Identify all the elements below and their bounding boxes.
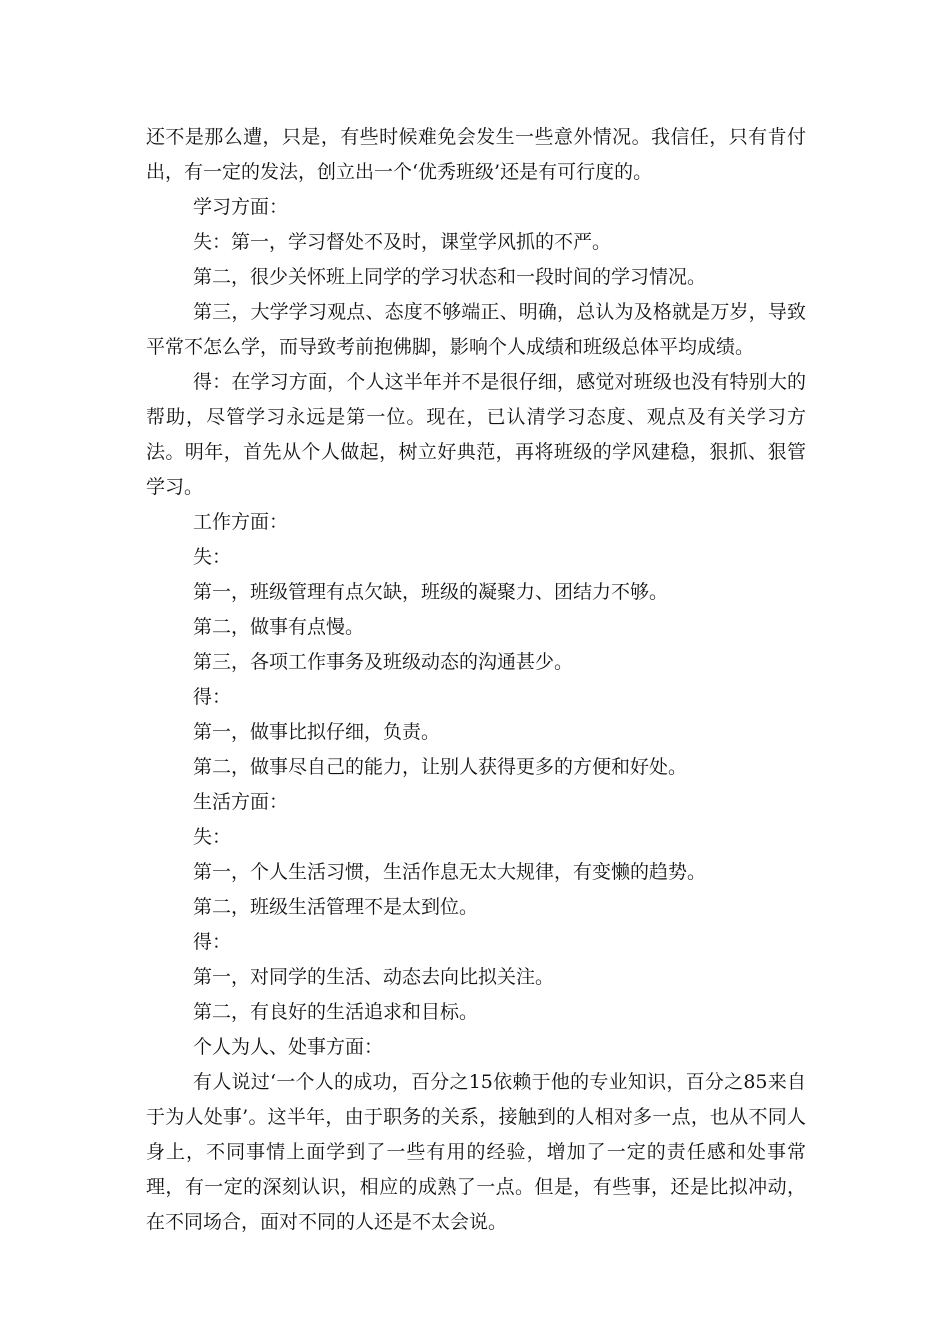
heading-work: 工作方面： [193,511,289,533]
paragraph-conduct: 有人说过‘一个人的成功，百分之15依赖于他的专业知识，百分之85来自于为人处事’。这半年，由于职务的关系，接触到的人相对多一点，也从不同人身上，不同事情上面学到了一些有用的经验，增加了一定的责任感和处事常理，有一定的深刻认识，相应的成熟了一点。但是，有些事，还是比拟冲动，在不同场合，面对不同的人还是不太会说。 [146,1071,806,1233]
paragraph-life-gain-2: 第二，有良好的生活追求和目标。 [193,1001,479,1023]
paragraph-work-loss-2: 第二，做事有点慢。 [193,616,365,638]
label-life-loss: 失： [193,826,232,848]
paragraph-life-loss-1: 第一，个人生活习惯，生活作息无太大规律，有变懒的趋势。 [193,861,707,883]
paragraph-intro-continuation: 还不是那么遭，只是，有些时候难免会发生一些意外情况。我信任，只有肯付出，有一定的发法，创立出一个‘优秀班级’还是有可行度的。 [146,126,806,183]
label-work-gain: 得： [193,686,232,708]
document-body [146,120,806,1240]
paragraph-work-loss-1: 第一，班级管理有点欠缺，班级的凝聚力、团结力不够。 [193,581,669,603]
paragraph-work-loss-3: 第三，各项工作事务及班级动态的沟通甚少。 [193,651,574,673]
paragraph-study-loss-1: 失：第一，学习督处不及时，课堂学风抓的不严。 [193,231,612,253]
paragraph-life-gain-1: 第一，对同学的生活、动态去向比拟关注。 [193,966,555,988]
paragraph-study-loss-2: 第二，很少关怀班上同学的学习状态和一段时间的学习情况。 [193,266,707,288]
paragraph-study-loss-3: 第三，大学学习观点、态度不够端正、明确，总认为及格就是万岁，导致平常不怎么学，而导致考前抱佛脚，影响个人成绩和班级总体平均成绩。 [146,301,806,358]
heading-conduct: 个人为人、处事方面： [193,1036,384,1058]
label-life-gain: 得： [193,931,232,953]
heading-study: 学习方面： [193,196,289,218]
heading-life: 生活方面： [193,791,289,813]
paragraph-study-gain: 得：在学习方面，个人这半年并不是很仔细，感觉对班级也没有特别大的帮助，尽管学习永远是第一位。现在，已认清学习态度、观点及有关学习方法。明年，首先从个人做起，树立好典范，再将班级的学风建稳，狠抓、狠管学习。 [146,371,806,498]
label-work-loss: 失： [193,546,232,568]
paragraph-life-loss-2: 第二，班级生活管理不是太到位。 [193,896,479,918]
paragraph-work-gain-1: 第一，做事比拟仔细，负责。 [193,721,441,743]
paragraph-work-gain-2: 第二，做事尽自己的能力，让别人获得更多的方便和好处。 [193,756,688,778]
